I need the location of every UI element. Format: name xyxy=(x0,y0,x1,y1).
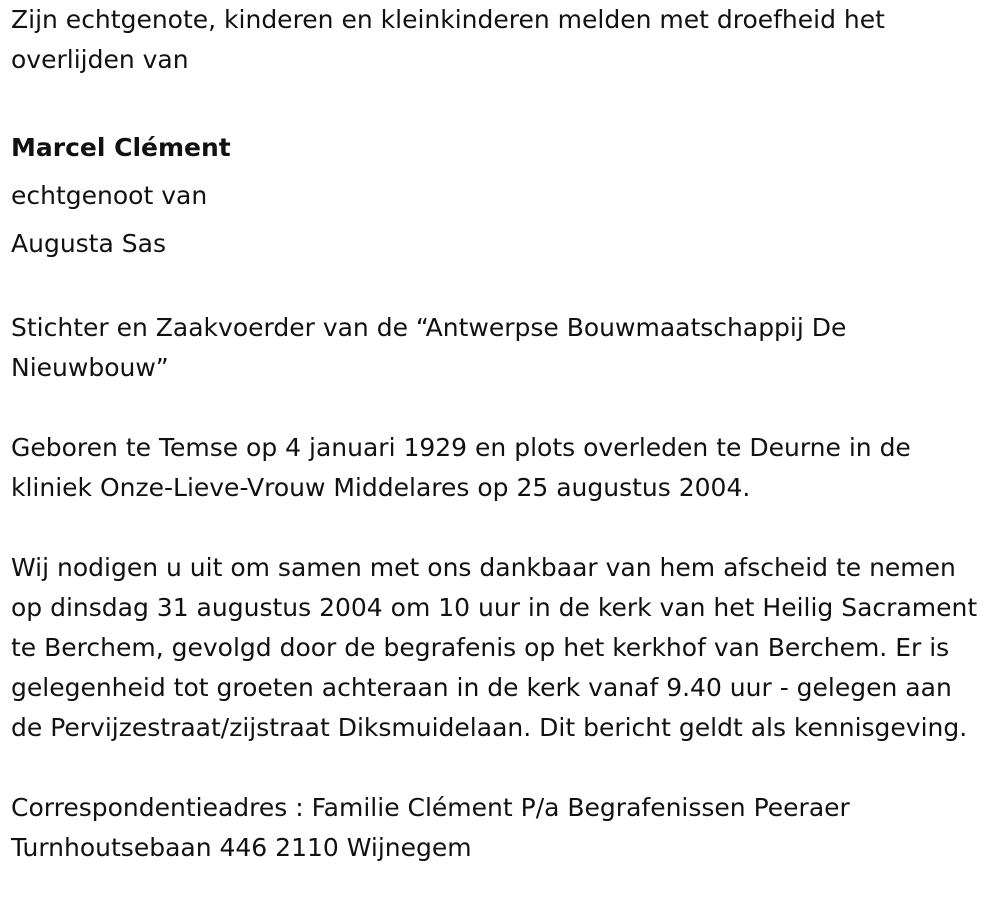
birth-death-text: Geboren te Temse op 4 januari 1929 en plots overleden te Deurne in de kliniek Onze-Lieve-Vrouw Middelares op 25 augustus 2004. xyxy=(11,433,911,502)
spouse-name: Augusta Sas xyxy=(11,229,166,258)
invitation-text: Wij nodigen u uit om samen met ons dankbaar van hem afscheid te nemen op dinsdag 31 augustus 2004 om 10 uur in de kerk van het Heilig Sacrament te Berchem, gevolgd door de begrafenis op het kerkhof van Berchem. Er is gelegenheid tot groeten achteraan in de kerk vanaf 9.40 uur - gelegen aan de Pervijzestraat/zijstraat Diksmuidelaan. Dit bericht geldt als kennisgeving. xyxy=(11,553,978,742)
spouse-prefix: echtgenoot van xyxy=(11,181,208,210)
role-text: Stichter en Zaakvoerder van de “Antwerpse Bouwmaatschappij De Nieuwbouw” xyxy=(11,313,847,382)
obituary-notice xyxy=(11,0,986,868)
deceased-name: Marcel Clément xyxy=(11,133,231,162)
correspondence-line-1: Correspondentieadres : Familie Clément P/a Begrafenissen Peeraer xyxy=(11,793,850,822)
intro-text: Zijn echtgenote, kinderen en kleinkinderen melden met droefheid het overlijden van xyxy=(11,5,885,74)
correspondence-line-2: Turnhoutsebaan 446 2110 Wijnegem xyxy=(11,833,472,862)
